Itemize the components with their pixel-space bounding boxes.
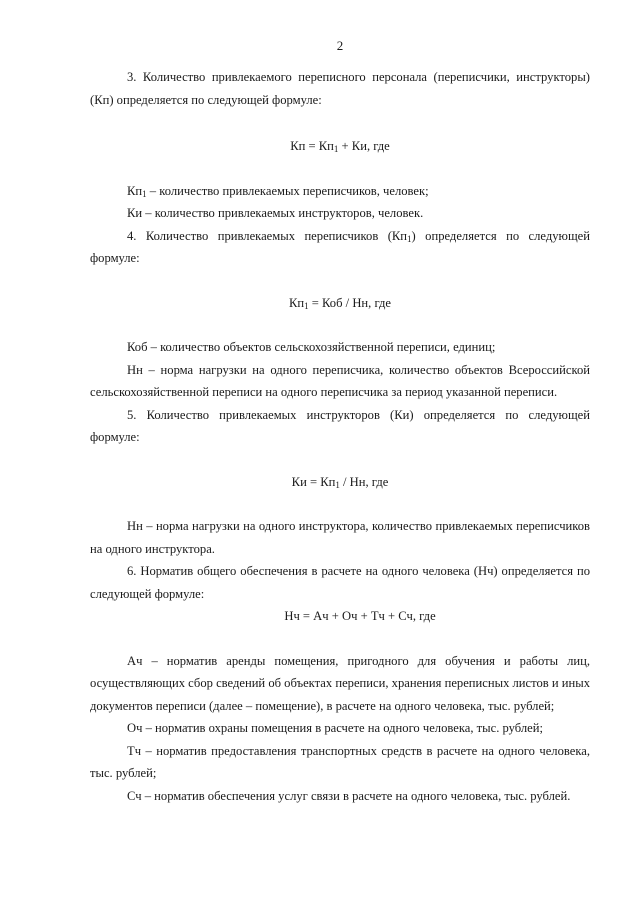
formula-ki-main: Ки = Кп bbox=[291, 474, 336, 489]
section-4-intro-a: 4. Количество привлекаемых переписчиков (Кп bbox=[127, 228, 408, 243]
section-3-intro: 3. Количество привлекаемого переписного персонала (переписчики, инструкторы) (Кп) определяется по следующей формуле: bbox=[90, 70, 590, 107]
definition-tch: Тч – норматив предоставления транспортных средств в расчете на одного человека, тыс. рублей; bbox=[90, 743, 590, 780]
definition-nn-enumerator: Нн – норма нагрузки на одного переписчика, количество объектов Всероссийской сельскохозяйственной переписи на одного переписчика за период указанной переписи. bbox=[90, 362, 590, 399]
formula-kp1 bbox=[90, 292, 590, 315]
section-6-intro: 6. Норматив общего обеспечения в расчете на одного человека (Нч) определяется по следующей формуле: bbox=[90, 564, 590, 601]
section-4-intro bbox=[90, 225, 590, 270]
formula-kp-tail: + Ки, где bbox=[338, 139, 390, 153]
document-body bbox=[90, 66, 590, 807]
definition-och: Оч – норматив охраны помещения в расчете на одного человека, тыс. рублей; bbox=[127, 721, 543, 735]
definition-nn-instructor: Нн – норма нагрузки на одного инструктора, количество привлекаемых переписчиков на одного инструктора. bbox=[90, 519, 590, 556]
definition-kp1-sub: 1 bbox=[142, 188, 147, 199]
formula-kp1-tail: = Коб / Нн, где bbox=[308, 295, 391, 310]
formula-ki bbox=[90, 471, 590, 494]
page-number: 2 bbox=[336, 38, 344, 53]
definition-sch: Сч – норматив обеспечения услуг связи в расчете на одного человека, тыс. рублей. bbox=[127, 788, 571, 803]
formula-kp1-main: Кп bbox=[289, 295, 305, 310]
formula-nch: Нч = Ач + Оч + Тч + Сч, где bbox=[284, 609, 436, 623]
definition-ki: Ки – количество привлекаемых инструкторов, человек. bbox=[127, 206, 424, 220]
definition-ach: Ач – норматив аренды помещения, пригодного для обучения и работы лиц, осуществляющих сбор сведений об объектах переписи, хранения переписных листов и иных документов переписи (далее – помещение), в расчете на одного человека, тыс. рублей; bbox=[90, 653, 590, 713]
definition-kp1 bbox=[90, 180, 590, 203]
section-4-intro-sub: 1 bbox=[407, 233, 412, 244]
section-5-intro: 5. Количество привлекаемых инструкторов (Ки) определяется по следующей формуле: bbox=[90, 407, 590, 444]
formula-kp1-sub: 1 bbox=[304, 300, 309, 311]
definition-kob: Коб – количество объектов сельскохозяйственной переписи, единиц; bbox=[127, 340, 496, 354]
formula-ki-tail: / Нн, где bbox=[339, 474, 389, 489]
formula-ki-sub: 1 bbox=[335, 479, 340, 490]
formula-kp-sub: 1 bbox=[333, 144, 339, 154]
formula-kp-main: Кп = Кп bbox=[290, 139, 334, 153]
definition-kp1-main: Кп bbox=[127, 183, 143, 198]
formula-kp bbox=[90, 135, 590, 158]
definition-kp1-tail: – количество привлекаемых переписчиков, человек; bbox=[146, 183, 429, 198]
section-4-intro-b: ) определяется по следующей формуле: bbox=[90, 228, 590, 265]
